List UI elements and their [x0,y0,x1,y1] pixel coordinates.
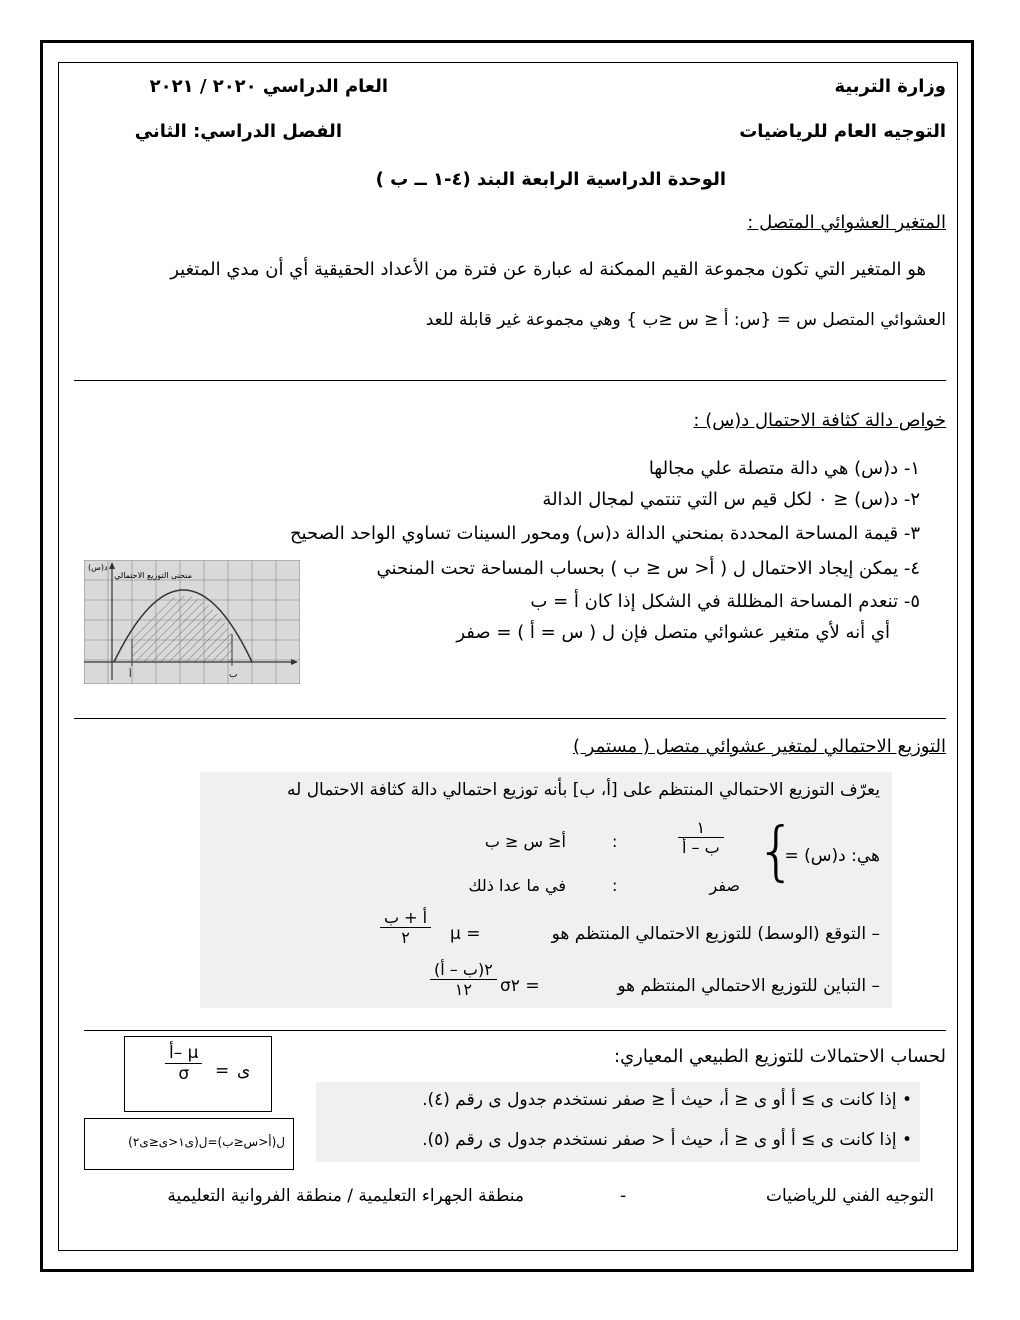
density-curve-figure [84,560,300,684]
footer-left: منطقة الجهراء التعليمية / منطقة الفروانية التعليمية [167,1186,524,1206]
variance-fraction-num: (ب – أ)٢ [430,960,497,980]
divider [84,1030,946,1031]
property-item-2: ٢- د(س) ≤ ٠ لكل قيم س التي تنتمي لمجال الدالة [542,489,920,510]
colon-1: : [612,832,618,851]
variance-fraction [430,960,497,999]
normal-rule-2-text: إذا كانت ى ≥ أ أو ى ≤ أ، حيث أ < صفر نستخدم جدول ى رقم (٥). [422,1130,897,1150]
uniform-definition-box [200,772,892,1008]
density-fraction [678,818,724,857]
b-label: ب [229,670,238,680]
density-fraction-num: ١ [678,818,724,838]
condition-1: أ≤ س ≤ ب [484,832,566,851]
directorate-label: التوجيه العام للرياضيات [739,121,946,142]
bullet-dot: • [901,1130,912,1150]
condition-2: في ما عدا ذلك [468,876,566,895]
probability-interval-box [84,1118,294,1170]
mean-symbol: μ = [450,924,481,944]
academic-year: العام الدراسي ٢٠٢٠ / ٢٠٢١ [149,76,388,97]
normal-heading: لحساب الاحتمالات للتوزيع الطبيعي المعياري: [614,1046,946,1067]
distribution-heading: التوزيع الاحتمالي لمتغير عشوائي متصل ( مستمر ) [572,736,946,757]
ministry-label: وزارة التربية [834,76,946,97]
a-label: أ [129,670,132,680]
colon-2: : [612,876,618,895]
divider [74,380,946,381]
variance-text: – التباين للتوزيع الاحتمالي المنتظم هو [617,976,880,996]
density-fraction-den: ب – أ [682,838,720,857]
footer-right: التوجيه الفني للرياضيات [765,1186,934,1206]
figure-title: منحنى التوزيع الاحتمالي [114,571,192,580]
unit-title: الوحدة الدراسية الرابعة البند (٤-١ ــ ب ) [375,169,726,190]
z-fraction [165,1043,202,1084]
property-item-1: ١- د(س) هي دالة متصلة علي مجالها [648,458,920,479]
z-variable: ى [237,1061,251,1081]
properties-heading: خواص دالة كثافة الاحتمال د(س) : [693,410,946,431]
property-item-5: ٥- تنعدم المساحة المظللة في الشكل إذا كان أ = ب [530,591,920,612]
z-fraction-den: σ [178,1064,190,1084]
property-note: أي أنه لأي متغير عشوائي متصل فإن ل ( س = أ ) = صفر [456,622,890,643]
footer-dash: - [620,1186,627,1206]
mean-fraction-num: أ + ب [380,908,431,928]
continuous-rv-line2: العشوائي المتصل س = {س: أ ≤ س ≤ب } وهي مجموعة غير قابلة للعد [425,310,946,330]
variance-symbol: σ٢ = [500,976,540,996]
y-axis-label: د(س) [88,563,108,572]
property-item-3: ٣- قيمة المساحة المحددة بمنحني الدالة د(س) ومحور السينات تساوي الواحد الصحيح [289,523,920,544]
zero-case: صفر [709,876,740,895]
brace: { [756,815,797,889]
continuous-rv-line1: هو المتغير التي تكون مجموعة القيم الممكنة له عبارة عن فترة من الأعداد الحقيقية أي أن مدي المتغير [170,259,926,280]
mean-fraction [380,908,431,947]
probability-interval: ل(أ<س≤ب)=ل(ى١<ى≤ى٢) [128,1135,285,1149]
mean-text: – التوقع (الوسط) للتوزيع الاحتمالي المنتظم هو [551,924,880,944]
continuous-rv-heading: المتغير العشوائي المتصل : [747,212,946,233]
uniform-intro: يعرّف التوزيع الاحتمالي المنتظم على [أ، ب] بأنه توزيع احتمالي دالة كثافة الاحتمال له [287,780,880,800]
bullet-dot: • [901,1090,912,1110]
normal-rules-box [316,1082,920,1162]
density-def-prefix: هي: د(س) = [784,846,880,866]
semester-label: الفصل الدراسي: الثاني [134,121,342,142]
normal-rule-1 [422,1090,912,1110]
normal-rule-1-text: إذا كانت ى ≥ أ أو ى ≤ أ، حيث أ ≤ صفر نستخدم جدول ى رقم (٤). [422,1090,897,1110]
z-equals: = [215,1061,230,1081]
divider [74,718,946,719]
mean-fraction-den: ٢ [401,928,410,947]
property-item-4: ٤- يمكن إيجاد الاحتمال ل ( أ< س ≤ ب ) بحساب المساحة تحت المنحني [376,558,920,579]
variance-fraction-den: ١٢ [454,980,472,999]
z-fraction-num: أ– μ [165,1043,202,1064]
normal-rule-2 [422,1130,912,1150]
z-score-formula-box [124,1036,272,1112]
